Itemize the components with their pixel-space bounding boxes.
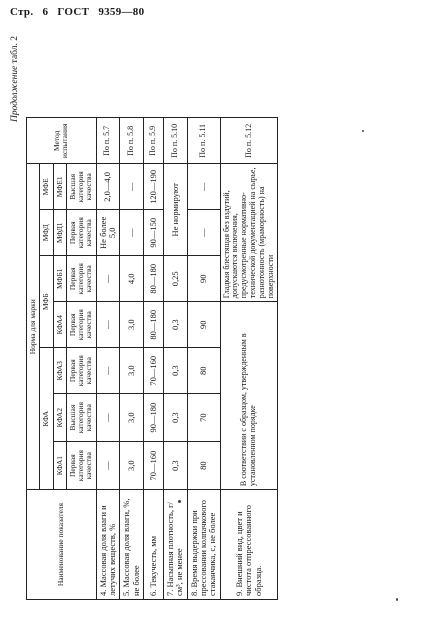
cell: 80 <box>187 348 220 394</box>
cell: 70—160 <box>143 348 163 394</box>
cell: 3,0 <box>120 348 144 394</box>
cell: — <box>96 256 120 302</box>
mf-appearance-note: Гладкая блестящая без вздутий, допускаются включения, предусмотренные нормативно-технической документацией на сырье, разнотонность (мраморность) на поверхности <box>220 164 278 302</box>
continuation-label: Продолжение <box>10 65 20 123</box>
cell: 0,3 <box>163 442 187 490</box>
cell: 2,0—4,0 <box>96 164 120 210</box>
cell: 70—160 <box>143 442 163 490</box>
header-brand-mfe: МФЕ <box>40 164 53 210</box>
cell: 4,0 <box>120 256 144 302</box>
cell: — <box>96 442 120 490</box>
cell: Не нормируют <box>163 164 187 256</box>
cell: — <box>187 164 220 210</box>
row-name: 9. Внешний вид, цвет и чистота отпрессованного образца. <box>220 490 278 600</box>
cell: — <box>120 210 144 256</box>
cell: 90—180 <box>143 394 163 442</box>
cell: 0,25 <box>163 256 187 302</box>
header-kfa2: КФА2 <box>53 394 66 442</box>
cell: 90 <box>187 302 220 348</box>
row-method: По п. 5.7 <box>96 118 120 164</box>
header-kfa4: КФА4 <box>53 302 66 348</box>
row-method: По п. 5.11 <box>187 118 220 164</box>
cell: 80—180 <box>143 302 163 348</box>
cell: 90—150 <box>143 210 163 256</box>
kfa-appearance-note: В соответствии с образцом, утвержденным в установленном порядке <box>220 302 278 490</box>
row-name: 5. Массовая доля влаги, %, не более <box>120 490 144 600</box>
quality-higher: Высшая категория качества <box>66 394 96 442</box>
header-mfd1: МФД1 <box>53 210 66 256</box>
cell: — <box>96 302 120 348</box>
quality-first: Первая категория качества <box>66 442 96 490</box>
header-test-method: Метод испытания <box>27 118 97 164</box>
row-name: 4. Массовая доля влаги и летучих веществ, % <box>96 490 120 600</box>
table-row <box>220 30 278 600</box>
table-row <box>143 30 163 600</box>
rotated-table-area <box>10 30 415 600</box>
cell: 80 <box>187 442 220 490</box>
row-method: По п. 5.12 <box>220 118 278 164</box>
header-norm: Норма для марки <box>27 164 40 490</box>
row-name: 6. Текучесть, мм <box>143 490 163 600</box>
quality-first-c: Первая категория качества <box>66 348 96 394</box>
quality-first-2: Первая категория качества <box>66 302 96 348</box>
header-mfe1: МФЕ1 <box>53 164 66 210</box>
row-name: 7. Насыпная плотность, г/см³, не менее <box>163 490 187 600</box>
page-label: Стр. <box>10 6 34 18</box>
page-header <box>10 6 150 18</box>
row-name: 8. Время выдержки при прессовании колпачкового стаканчика, с, не более <box>187 490 220 600</box>
row-method: По п. 5.10 <box>163 118 187 164</box>
norms-table <box>26 30 278 600</box>
cell: 0,3 <box>163 302 187 348</box>
cell: 70 <box>187 394 220 442</box>
scan-speck <box>396 598 398 601</box>
table-row <box>120 30 144 600</box>
cell: Не более 5,0 <box>96 210 120 256</box>
cell: — <box>187 210 220 256</box>
page-number: 6 <box>42 6 49 18</box>
standard-number: 9359—80 <box>98 6 145 18</box>
header-indicator-name: Наименование показателя <box>27 490 97 600</box>
cell: 3,0 <box>120 394 144 442</box>
cell: 0,3 <box>163 394 187 442</box>
cell: 3,0 <box>120 442 144 490</box>
header-brand-mfb: МФБ <box>40 256 53 348</box>
header-kfa1: КФА1 <box>53 442 66 490</box>
scan-speck <box>362 130 364 132</box>
cell: 90 <box>187 256 220 302</box>
header-brand-mfd: МФД <box>40 210 53 256</box>
cell: 3,0 <box>120 302 144 348</box>
table-continuation <box>10 36 20 122</box>
cell: — <box>120 164 144 210</box>
row-method: По п. 5.8 <box>120 118 144 164</box>
table-row <box>187 30 220 600</box>
header-brand-kfa: КФА <box>40 348 53 490</box>
scan-speck <box>178 500 181 503</box>
quality-first-mfd: Первая категория качества <box>66 210 96 256</box>
quality-first-mfb: Первая категория качества <box>66 256 96 302</box>
header-kfa34: КФА3 <box>53 348 66 394</box>
cell: — <box>96 348 120 394</box>
table-row <box>163 30 187 600</box>
cell: 120—190 <box>143 164 163 210</box>
table-row <box>96 30 120 600</box>
header-mfb1: МФБ1 <box>53 256 66 302</box>
cell: 0,3 <box>163 348 187 394</box>
cell: 80—180 <box>143 256 163 302</box>
quality-higher-mfe: Высшая категория качества <box>66 164 96 210</box>
row-method: По п. 5.9 <box>143 118 163 164</box>
cell: — <box>96 394 120 442</box>
table-reference: табл. 2 <box>10 36 20 64</box>
standard-label: ГОСТ <box>57 6 90 18</box>
